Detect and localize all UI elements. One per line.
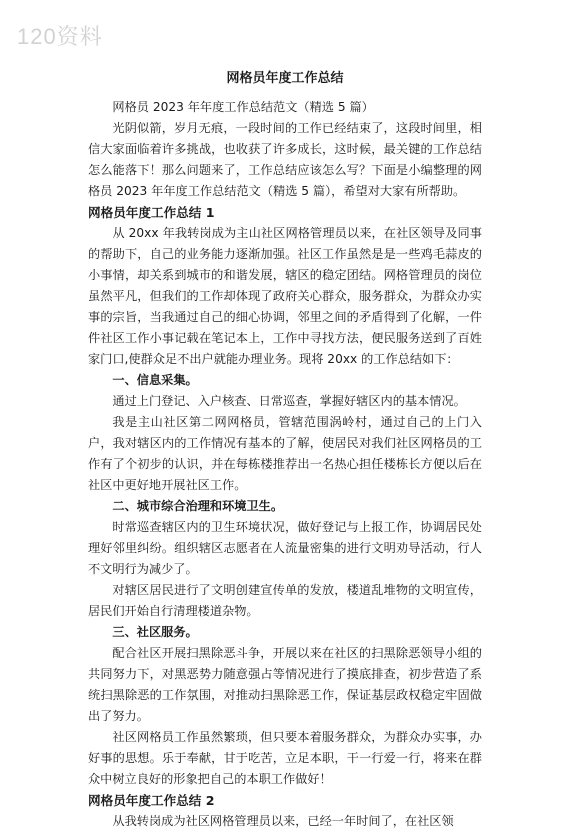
paragraph: 从 20xx 年我转岗成为主山社区网格管理员以来，在社区领导及同事的帮助下，自己的业务能力逐渐加强。社区工作虽然是是一些鸡毛蒜皮的小事情，却关系到城市的和谐发展，辖区的稳定团结。网格管理员的岗位虽然平凡，但我们的工作却体现了政府关心群众，服务群众，为群众办实事的宗旨，当我通过自己的细心协调，邻里之间的矛盾得到了化解，一件件社区工作小事记载在笔记本上，工作中寻找方法，便民服务送到了百姓家门口,使群众足不出户就能办理业务。现将 20xx 的工作总结如下： xyxy=(88,226,482,366)
subheading-info-collection: 一、信息采集。 xyxy=(112,373,198,387)
document-body xyxy=(88,68,482,832)
subheading-city-governance: 二、城市综合治理和环境卫生。 xyxy=(112,499,284,513)
intro-paragraph: 光阴似箭，岁月无痕，一段时间的工作已经结束了，这段时间里，相信大家面临着许多挑战，也收获了许多成长，这时候，最关键的工作总结怎么能落下！那么问题来了，工作总结应该怎么写？下面是小编整理的网格员 2023 年年度工作总结范文（精选 5 篇），希望对大家有所帮助。 xyxy=(88,121,482,198)
paragraph: 时常巡查辖区内的卫生环境状况，做好登记与上报工作，协调居民处理好邻里纠纷。组织辖区志愿者在人流量密集的进行文明劝导活动，行人不文明行为减少了。 xyxy=(88,520,482,576)
section-heading-2: 网格员年度工作总结 2 xyxy=(88,793,215,808)
document-subtitle: 网格员 2023 年年度工作总结范文（精选 5 篇） xyxy=(112,100,374,114)
subheading-community-service: 三、社区服务。 xyxy=(112,625,198,639)
paragraph: 社区网格员工作虽然繁琐，但只要本着服务群众，为群众办实事，办好事的思想。乐于奉献，甘于吃苦，立足本职，干一行爱一行，将来在群众中树立良好的形象把自己的本职工作做好！ xyxy=(88,730,482,786)
paragraph: 配合社区开展扫黑除恶斗争，开展以来在社区的扫黑除恶领导小组的共同努力下，对黑恶势力随意强占等情况进行了摸底排查，初步营造了系统扫黑除恶的工作氛围，对推动扫黑除恶工作，保证基层政权稳定牢固做出了努力。 xyxy=(88,646,482,723)
watermark-logo: 120资料 xyxy=(17,24,103,49)
document-title: 网格员年度工作总结 xyxy=(226,71,344,86)
paragraph: 从我转岗成为社区网格管理员以来，已经一年时间了，在社区领 xyxy=(112,814,454,828)
paragraph: 对辖区居民进行了文明创建宣传单的发放，楼道乱堆物的文明宣传，居民们开始自行清理楼道杂物。 xyxy=(88,583,482,618)
paragraph: 通过上门登记、入户核查、日常巡查，掌握好辖区内的基本情况。 xyxy=(112,394,466,408)
paragraph: 我是主山社区第二网网格员，管辖范围涡岭村，通过自己的上门入户，我对辖区内的工作情况有基本的了解，使居民对我们社区网格员的工作有了个初步的认识，并在每栋楼推荐出一名热心担任楼栋长方便以后在社区中更好地开展社区工作。 xyxy=(88,415,482,492)
section-heading-1: 网格员年度工作总结 1 xyxy=(88,205,215,220)
